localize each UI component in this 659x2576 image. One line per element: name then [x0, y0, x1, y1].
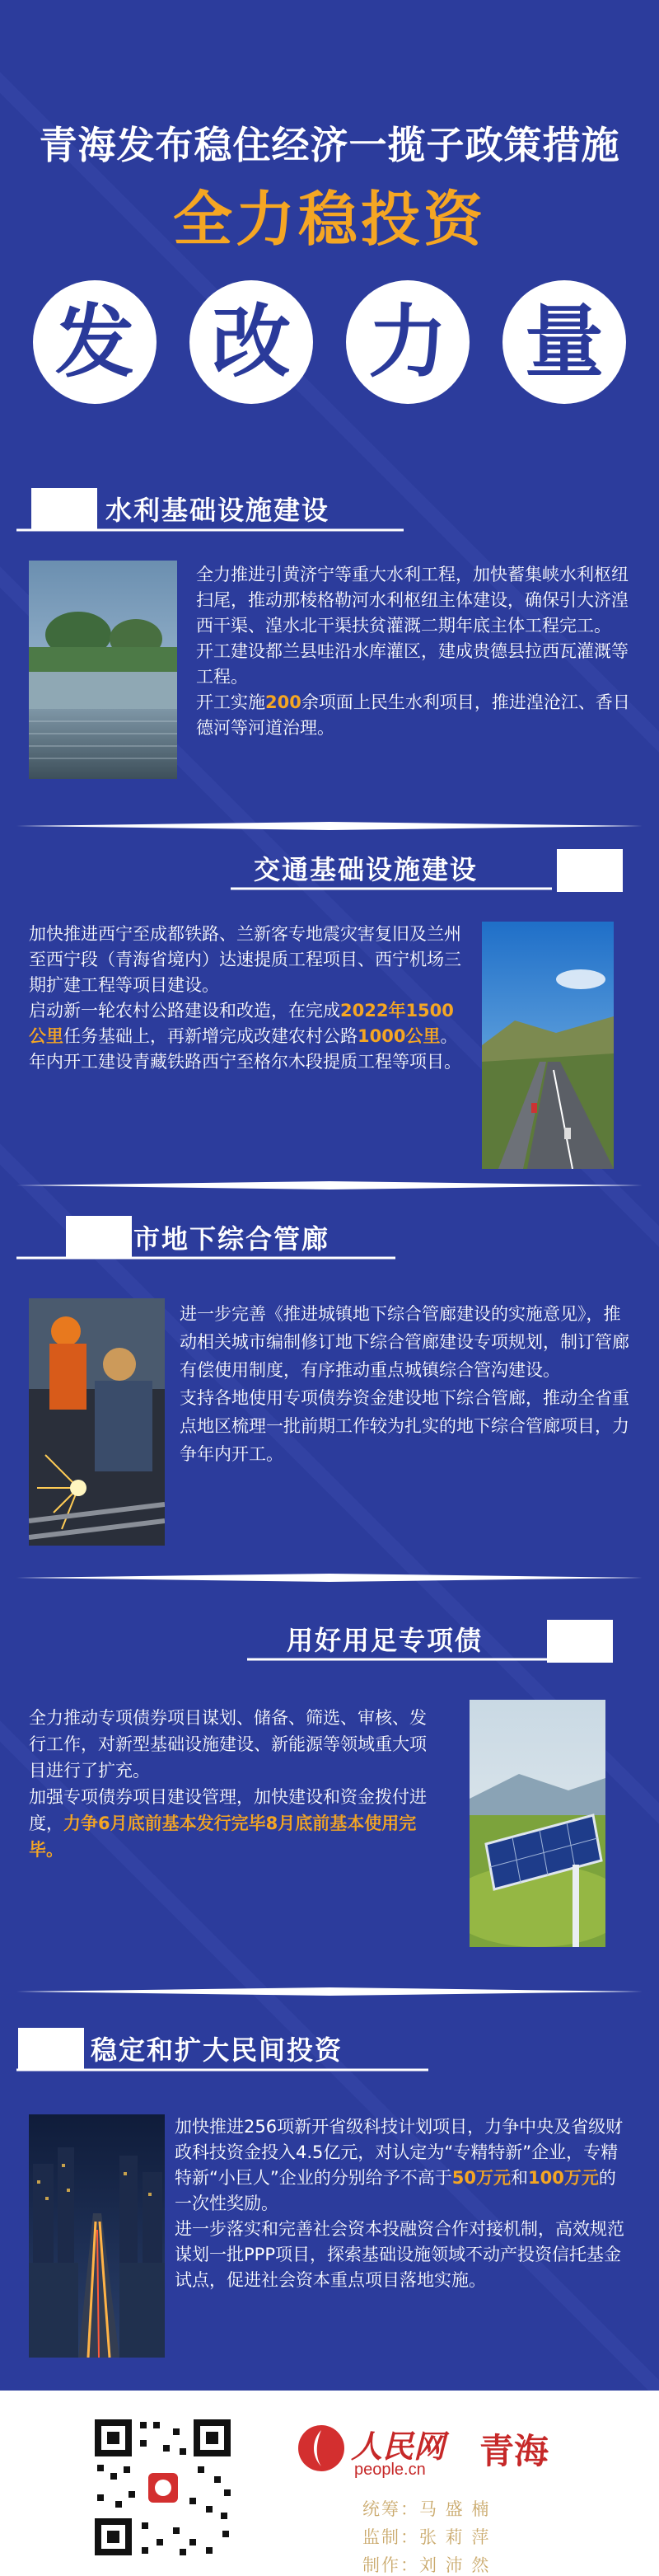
- section-5-paragraph-1: [175, 2114, 632, 2217]
- section-5-paragraph-2: 进一步落实和完善社会资本投融资合作对接机制，高效规范谋划一批PPP项目，探索基础设施领域不动产投资信托基金试点，促进社会资本重点项目落地实施。: [175, 2219, 624, 2290]
- section-2-marker: [557, 849, 623, 892]
- divider-3: [16, 1573, 643, 1583]
- section-5-title: 稳定和扩大民间投资: [91, 2034, 344, 2066]
- section-2-p2-pre: 启动新一轮农村公路建设和改造，在完成: [29, 1001, 340, 1021]
- section-1-highlight: 200: [265, 692, 301, 712]
- dam-photo: [29, 561, 177, 779]
- section-4-text: [29, 1705, 441, 1863]
- title-circle-2: 改: [189, 280, 313, 404]
- section-5-p1-post: 的一次性奖励。: [175, 2168, 616, 2213]
- credit-name: 马 盛 楠: [419, 2499, 491, 2519]
- section-1-p3-pre: 开工实施: [196, 692, 265, 712]
- section-1-paragraph-3: [196, 690, 634, 741]
- section-2-paragraph-1: 加快推进西宁至成都铁路、兰新客专地震灾害复旧及兰州至西宁段（青海省境内）达速提质工程项目、西宁机场三期扩建工程等项目建设。: [29, 924, 461, 995]
- section-5-underline: [16, 2067, 643, 2072]
- people-logo: [297, 2419, 577, 2485]
- title-circle-3: 力: [346, 280, 470, 404]
- section-1-text: [196, 562, 634, 741]
- section-1-marker: [31, 488, 97, 531]
- section-2-highlight-1: 2022年1500公里: [29, 1001, 454, 1046]
- section-3-paragraph-2: 支持各地使用专项债券资金建设地下综合管廊，推动全省重点地区梳理一批前期工作较为扎实的地下综合管廊项目，力争年内开工。: [180, 1388, 629, 1464]
- credit-row-2: [362, 2524, 490, 2549]
- section-5-p1-pre: 加快推进256项新开省级科技计划项目，力争中央及省级财政科技资金投入4.5亿元，对认定为“专精特新”企业，专精特新“小巨人”企业的分别给予不高于: [175, 2117, 624, 2188]
- section-2-p2-mid: 任务基础上，再新增完成改建农村公路: [63, 1026, 358, 1046]
- credit-role: 统筹：: [362, 2499, 419, 2519]
- headline: 青海发布稳住经济一揽子政策措施: [39, 123, 620, 167]
- credit-row-3: [362, 2552, 490, 2576]
- section-4-highlight: 力争6月底前基本发行完毕8月底前基本使用完毕。: [29, 1814, 417, 1860]
- section-1-underline: [16, 528, 643, 533]
- section-2-highlight-2: 1000公里: [358, 1026, 441, 1046]
- qr-code: [91, 2415, 235, 2560]
- night-city-photo: [29, 2114, 165, 2358]
- people-logo-icon: [297, 2424, 346, 2473]
- section-5-marker: [18, 2028, 84, 2071]
- title-circle-1: 发: [33, 280, 157, 404]
- section-1-title: 水利基础设施建设: [105, 495, 330, 526]
- section-4-paragraph-1: 全力推动专项债券项目谋划、储备、筛选、审核、发行工作，对新型基础设施建设、新能源等领域重大项目进行了扩充。: [29, 1708, 427, 1781]
- section-5-p1-mid: 和: [511, 2168, 528, 2188]
- credit-role: 制作：: [362, 2555, 419, 2575]
- footer: [0, 2391, 659, 2576]
- credit-name: 张 莉 萍: [419, 2527, 491, 2547]
- divider-2: [16, 1180, 643, 1190]
- section-4-p2-pre: 加强专项债券项目建设管理，加快建设和资金拨付进度，: [29, 1787, 427, 1833]
- section-2-paragraph-2: [29, 998, 465, 1049]
- section-2-text: [29, 922, 465, 1075]
- section-5-text: [175, 2114, 632, 2293]
- section-1-p3-post: 余项面上民生水利项目，推进湟沧江、香日德河等河道治理。: [196, 692, 630, 738]
- logo-chinese: 人民网: [351, 2428, 446, 2465]
- section-3-text: [180, 1300, 634, 1468]
- logo-english: people.cn: [354, 2461, 426, 2479]
- solar-panel-photo: [470, 1700, 605, 1947]
- credit-role: 监制：: [362, 2527, 419, 2547]
- section-3-paragraph-1: 进一步完善《推进城镇地下综合管廊建设的实施意见》，推动相关城市编制修订地下综合管廊建设专项规划，制订管廊有偿使用制度，有序推动重点城镇综合管沟建设。: [180, 1304, 629, 1380]
- section-1-paragraph-1: 全力推进引黄济宁等重大水利工程，加快蓄集峡水利枢纽扫尾，推动那棱格勒河水利枢纽主体建设，确保引大济湟西干渠、湟水北干渠扶贫灌溉二期年底主体工程完工。: [196, 565, 629, 636]
- section-3-underline: [16, 1255, 643, 1260]
- section-2-title: 交通基础设施建设: [254, 854, 479, 885]
- credit-name: 刘 沛 然: [419, 2555, 491, 2575]
- section-2-p2-post: 。: [440, 1026, 458, 1046]
- divider-4: [16, 1987, 643, 1997]
- title-circle-4: 量: [502, 280, 626, 404]
- highway-photo: [482, 922, 614, 1169]
- divider-1: [16, 821, 643, 831]
- section-3-title: 城市地下综合管廊: [105, 1223, 330, 1255]
- title-circles: [33, 280, 626, 404]
- section-4-marker: [547, 1620, 613, 1663]
- logo-region: 青海: [479, 2431, 549, 2471]
- subheadline: 全力稳投资: [172, 185, 486, 254]
- section-5-highlight-2: 100万元: [528, 2168, 599, 2188]
- section-1-paragraph-2: 开工建设都兰县哇沿水库灌区，建成贵德县拉西瓦灌溉等工程。: [196, 641, 629, 687]
- section-2-paragraph-3: 年内开工建设青藏铁路西宁至格尔木段提质工程等项目。: [29, 1052, 461, 1072]
- section-5-highlight-1: 50万元: [451, 2168, 511, 2188]
- section-4-title: 用好用足专项债: [287, 1625, 484, 1656]
- welding-photo: [29, 1298, 165, 1546]
- credit-row-1: [362, 2496, 490, 2521]
- section-4-paragraph-2: [29, 1784, 441, 1863]
